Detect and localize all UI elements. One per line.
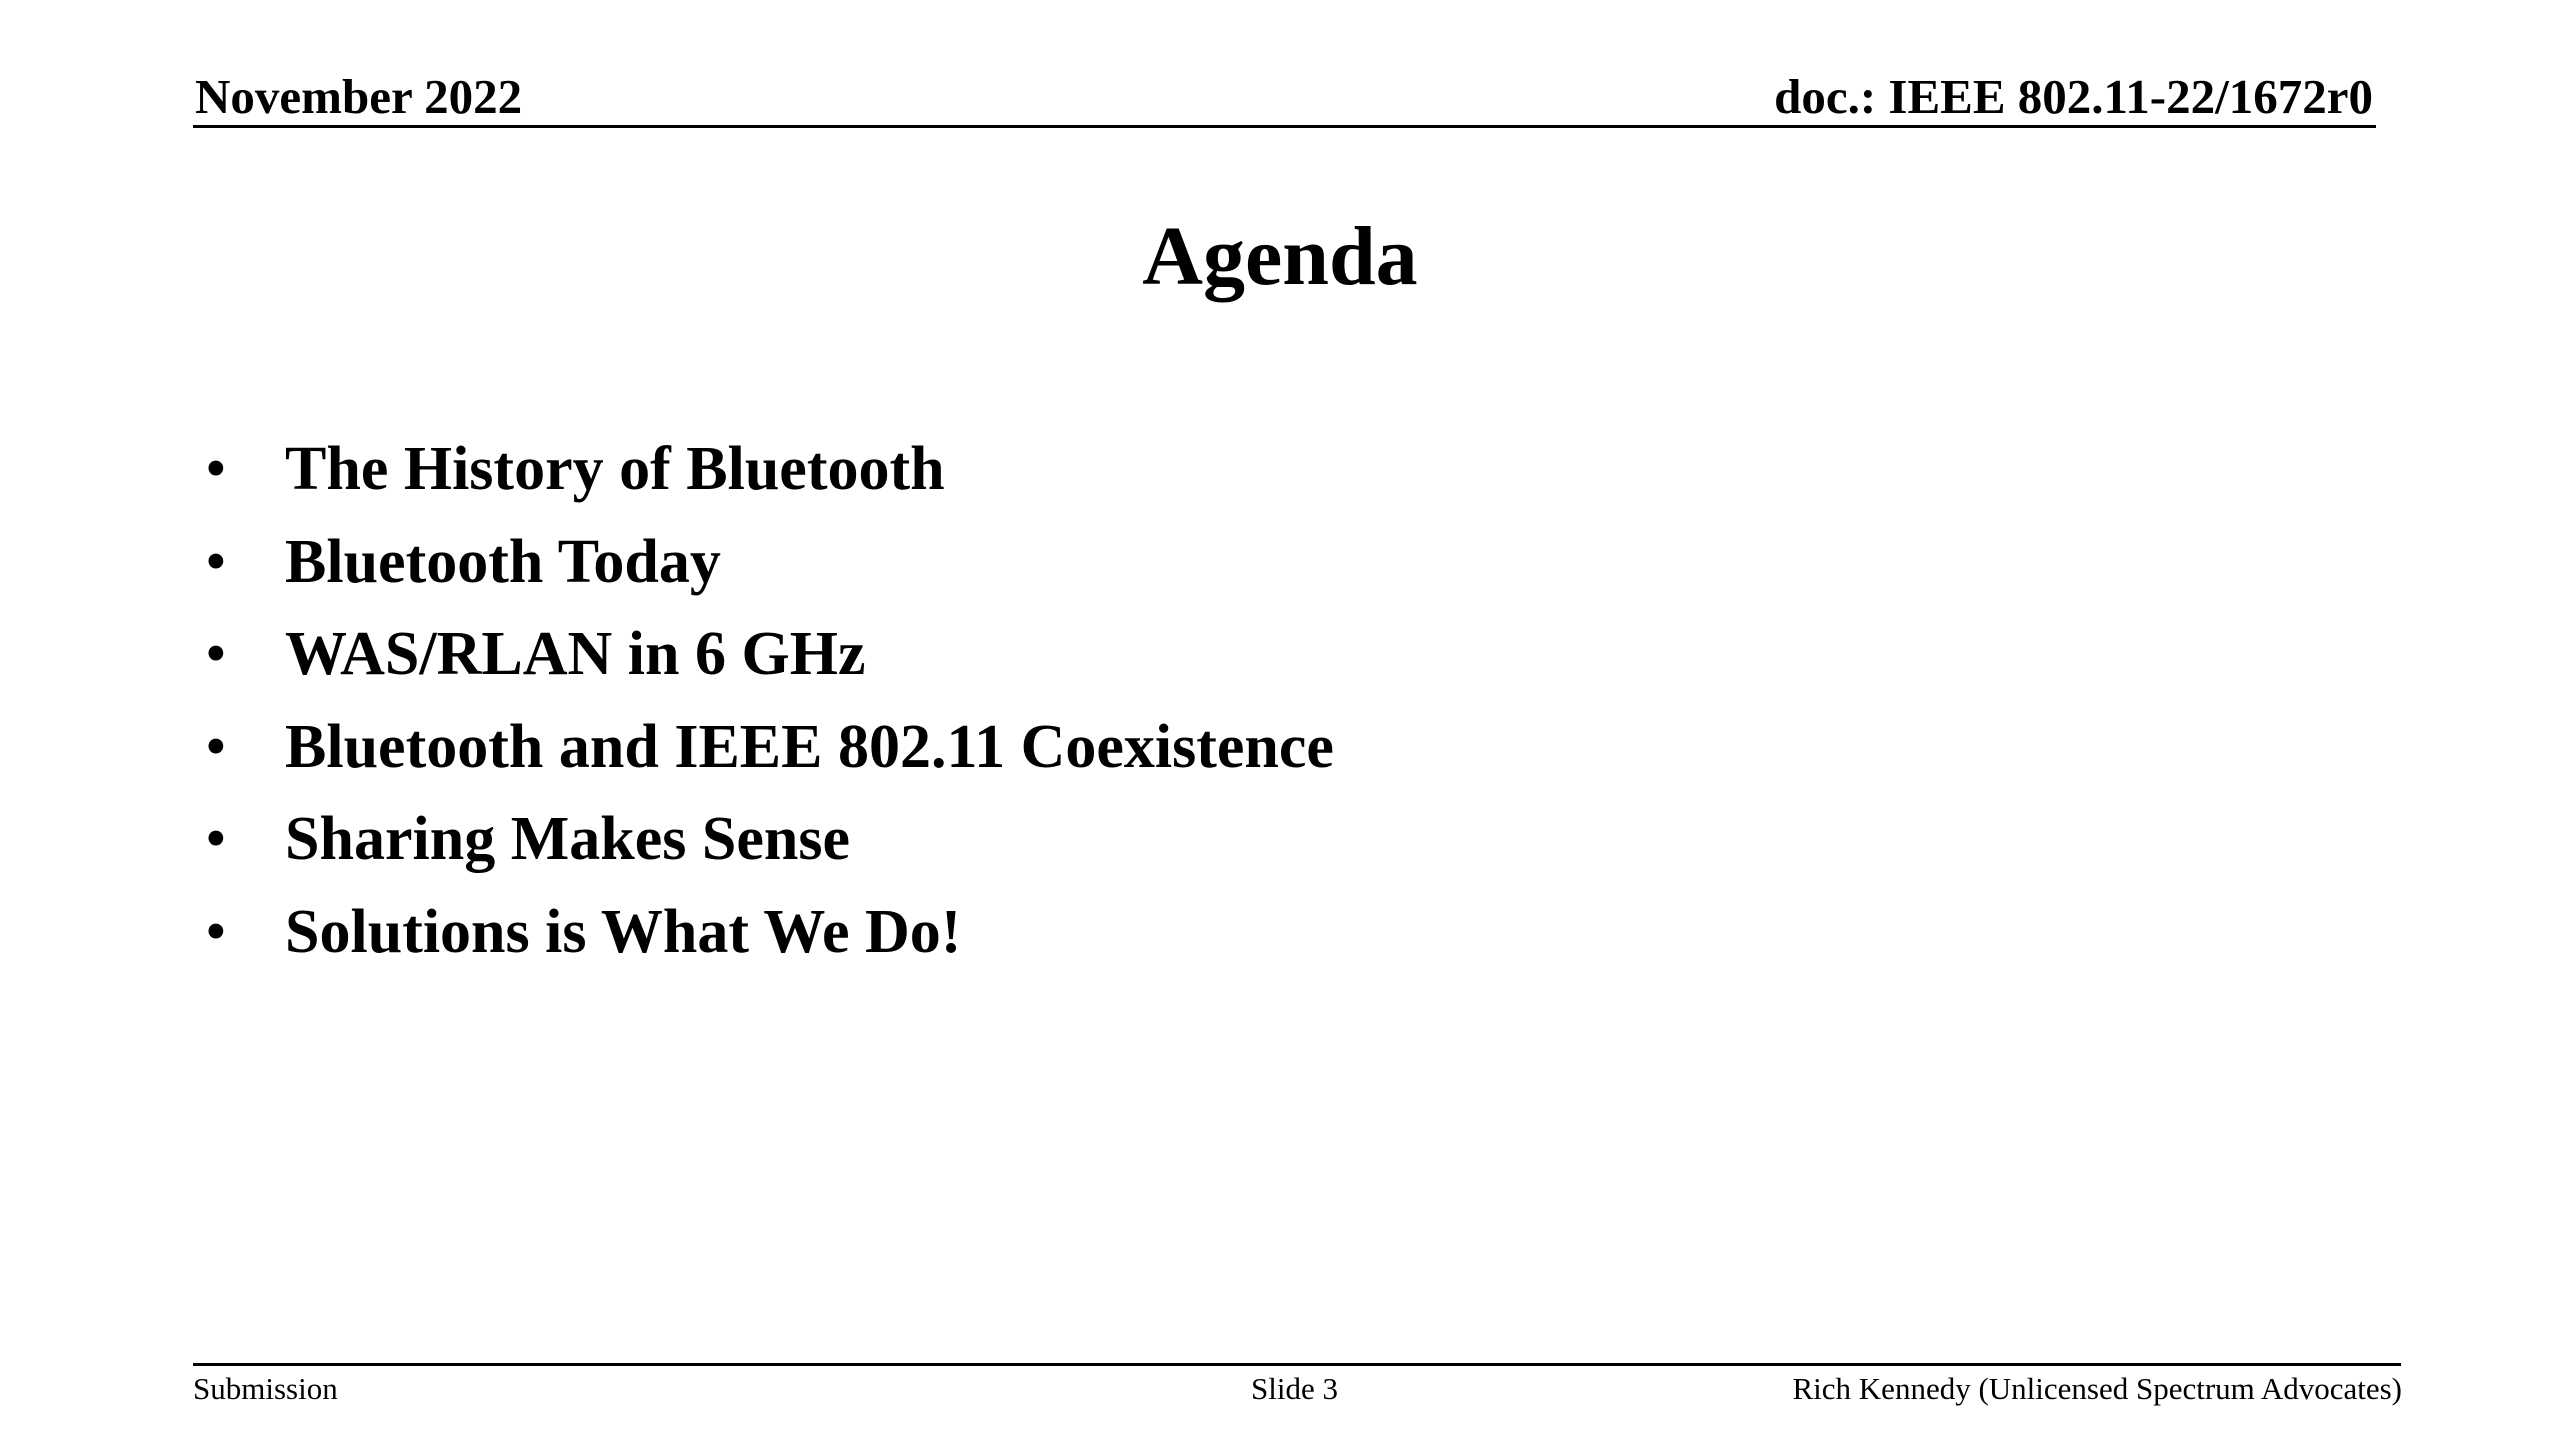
agenda-item-text: Solutions is What We Do! bbox=[285, 897, 962, 966]
footer-author: Rich Kennedy (Unlicensed Spectrum Advocates) bbox=[1792, 1371, 2402, 1406]
bullet-icon: • bbox=[205, 620, 227, 688]
agenda-item-text: Bluetooth Today bbox=[285, 527, 721, 596]
header-date: November 2022 bbox=[195, 69, 523, 124]
agenda-item-text: The History of Bluetooth bbox=[285, 435, 945, 503]
footer-slide-number: Slide 3 bbox=[1251, 1371, 1338, 1406]
bullet-icon: • bbox=[205, 897, 227, 966]
footer-divider bbox=[193, 1363, 2401, 1366]
bullet-icon: • bbox=[205, 527, 227, 596]
footer-submission: Submission bbox=[193, 1371, 338, 1406]
bullet-icon: • bbox=[205, 805, 227, 873]
agenda-item-text: Sharing Makes Sense bbox=[285, 805, 850, 873]
bullet-icon: • bbox=[205, 712, 227, 781]
header-divider bbox=[193, 125, 2376, 128]
slide-title: Agenda bbox=[1142, 210, 1418, 303]
agenda-item-text: Bluetooth and IEEE 802.11 Coexistence bbox=[285, 712, 1334, 781]
bullet-icon: • bbox=[205, 435, 227, 503]
agenda-item-text: WAS/RLAN in 6 GHz bbox=[285, 620, 866, 688]
header-doc-id: doc.: IEEE 802.11-22/1672r0 bbox=[1774, 69, 2373, 124]
